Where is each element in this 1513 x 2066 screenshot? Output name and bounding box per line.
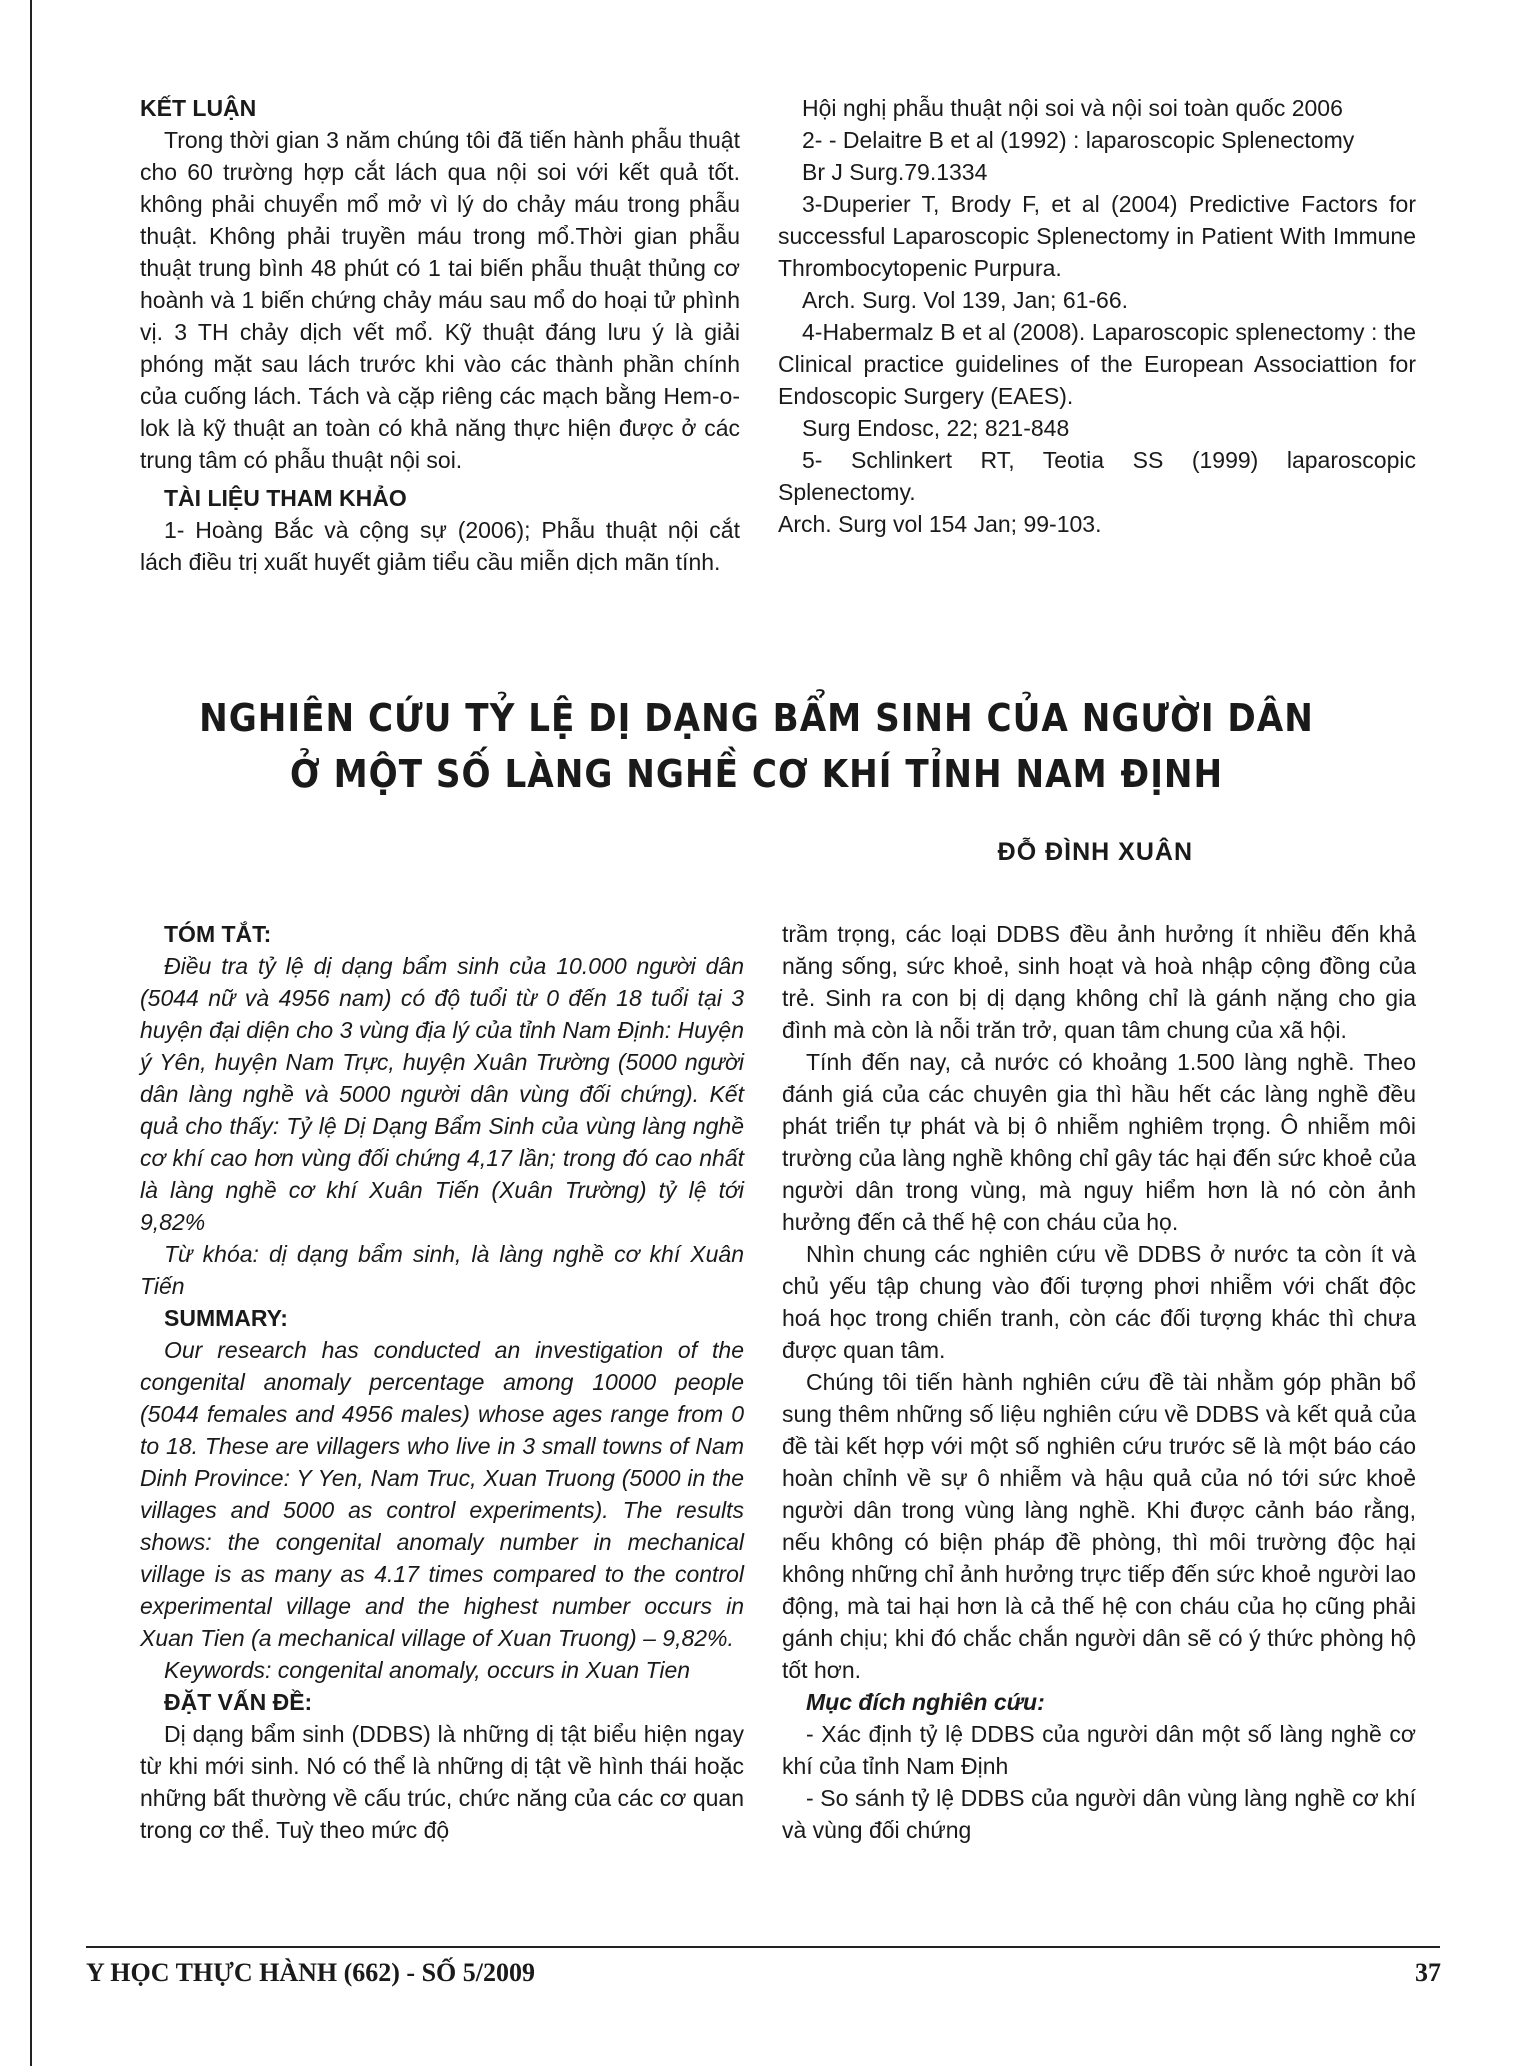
summary-en-heading: SUMMARY: <box>164 1305 288 1331</box>
summary-en: Our research has conducted an investigation of the congenital anomaly percentage among 10000 people (5044 females and 4956 males) whose ages range from 0 to 18. These are villagers who live in 3 small towns of Nam Dinh Province: Y Yen, Nam Truc, Xuan Truong (5000 in the villages and 5000 as control experiments). The results shows: the congenital anomaly number in mechanical village is as many as 4.17 times compared to the control experimental village and the highest number occurs in Xuan Tien (a mechanical village of Xuan Truong) – 9,82%. <box>140 1337 744 1651</box>
top-left-column <box>140 92 740 578</box>
conclusion-heading: KẾT LUẬN <box>140 95 257 121</box>
article-right-column <box>782 918 1416 1846</box>
footer-page-number: 37 <box>1415 1958 1441 1987</box>
left-margin-rule <box>30 0 32 2066</box>
footer-rule <box>86 1946 1440 1948</box>
intro-paragraph-3: Nhìn chung các nghiên cứu về DDBS ở nước ta còn ít và chủ yếu tập chung vào đối tượng phơi nhiễm với chất độc hoá học trong chiến tranh, còn các đối tượng khác thì chưa được quan tâm. <box>782 1241 1416 1363</box>
summary-vi-heading: TÓM TẮT: <box>164 921 272 947</box>
article-title <box>150 690 1363 802</box>
article-title-line-2: Ở MỘT SỐ LÀNG NGHỀ CƠ KHÍ TỈNH NAM ĐỊNH <box>289 752 1224 796</box>
article-left-column <box>140 918 744 1846</box>
conclusion-body: Trong thời gian 3 năm chúng tôi đã tiến hành phẫu thuật cho 60 trường hợp cắt lách qua nội soi với kết quả tốt. không phải chuyển mổ mở vì lý do chảy máu trong phẫu thuật. Không phải truyền máu trong mổ.Thời gian phẫu thuật trung bình 48 phút có 1 tai biến phẫu thuật thủng cơ hoành và 1 biến chứng chảy máu sau mổ do hoại tử phình vị. 3 TH chảy dịch vết mổ. Kỹ thuật đáng lưu ý là giải phóng mặt sau lách trước khi vào các thành phần chính của cuống lách. Tách và cặp riêng các mạch bằng Hem-o-lok là kỹ thuật an toàn có khả năng thực hiện được ở các trung tâm có phẫu thuật nội soi. <box>140 127 740 473</box>
reference-2: 2- - Delaitre B et al (1992) : laparoscopic Splenectomy <box>802 127 1355 153</box>
keywords-vi: Từ khóa: dị dạng bẩm sinh, là làng nghề cơ khí Xuân Tiến <box>140 1241 744 1299</box>
reference-4-source: Surg Endosc, 22; 821-848 <box>802 415 1070 441</box>
reference-5: 5- Schlinkert RT, Teotia SS (1999) laparoscopic Splenectomy. <box>778 447 1416 505</box>
intro-paragraph-1-continued: trầm trọng, các loại DDBS đều ảnh hưởng ít nhiều đến khả năng sống, sức khoẻ, sinh hoạt và hoà nhập cộng đồng của trẻ. Sinh ra con bị dị dạng không chỉ là gánh nặng cho gia đình mà còn là nỗi trăn trở, quan tâm chung của xã hội. <box>782 921 1416 1043</box>
footer-journal: Y HỌC THỰC HÀNH (662) - SỐ 5/2009 <box>86 1958 535 1987</box>
reference-5-source: Arch. Surg vol 154 Jan; 99-103. <box>778 511 1102 537</box>
reference-4: 4-Habermalz B et al (2008). Laparoscopic splenectomy : the Clinical practice guidelines of the European Associattion for Endoscopic Surgery (EAES). <box>778 319 1416 409</box>
reference-3: 3-Duperier T, Brody F, et al (2004) Predictive Factors for successful Laparoscopic Splenectomy in Patient With Immune Thrombocytopenic Purpura. <box>778 191 1416 281</box>
reference-2-source: Br J Surg.79.1334 <box>802 159 988 185</box>
intro-paragraph-4: Chúng tôi tiến hành nghiên cứu đề tài nhằm góp phần bổ sung thêm những số liệu nghiên cứu về DDBS và kết quả của đề tài kết hợp với một số nghiên cứu trước sẽ là một báo cáo hoàn chỉnh về sự ô nhiễm và hậu quả của nó tới sức khoẻ người dân trong vùng làng nghề. Khi được cảnh báo rằng, nếu không có biện pháp đề phòng, thì môi trường độc hại không những chỉ ảnh hưởng trực tiếp đến sức khoẻ người lao động, mà tai hại hơn là cả thế hệ con cháu của họ cũng phải gánh chịu; khi đó chắc chắn người dân sẽ có ý thức phòng hộ tốt hơn. <box>782 1369 1416 1683</box>
article-author: ĐỖ ĐÌNH XUÂN <box>997 838 1193 866</box>
top-right-column <box>778 92 1416 540</box>
reference-3-source: Arch. Surg. Vol 139, Jan; 61-66. <box>802 287 1129 313</box>
intro-paragraph-1: Dị dạng bẩm sinh (DDBS) là những dị tật biểu hiện ngay từ khi mới sinh. Nó có thể là những dị tật về hình thái hoặc những bất thường về cấu trúc, chức năng của các cơ quan trong cơ thể. Tuỳ theo mức độ <box>140 1721 744 1843</box>
references-heading: TÀI LIỆU THAM KHẢO <box>164 485 407 511</box>
objective-1: - Xác định tỷ lệ DDBS của người dân một số làng nghề cơ khí của tỉnh Nam Định <box>782 1721 1416 1779</box>
reference-1: 1- Hoàng Bắc và cộng sự (2006); Phẫu thuật nội cắt lách điều trị xuất huyết giảm tiểu cầu miễn dịch mãn tính. <box>140 517 740 575</box>
keywords-en: Keywords: congenital anomaly, occurs in Xuan Tien <box>164 1657 691 1683</box>
summary-vi: Điều tra tỷ lệ dị dạng bẩm sinh của 10.000 người dân (5044 nữ và 4956 nam) có độ tuổi từ 0 đến 18 tuổi tại 3 huyện đại diện cho 3 vùng địa lý của tỉnh Nam Định: Huyện ý Yên, huyện Nam Trực, huyện Xuân Trường (5000 người dân làng nghề và 5000 người dân vùng đối chứng). Kết quả cho thấy: Tỷ lệ Dị Dạng Bẩm Sinh của vùng làng nghề cơ khí cao hơn vùng đối chứng 4,17 lần; trong đó cao nhất là làng nghề cơ khí Xuân Tiến (Xuân Trường) tỷ lệ tới 9,82% <box>140 953 744 1235</box>
objectives-heading: Mục đích nghiên cứu: <box>806 1689 1045 1715</box>
article-title-line-1: NGHIÊN CỨU TỶ LỆ DỊ DẠNG BẨM SINH CỦA NGƯỜI DÂN <box>199 696 1314 740</box>
objective-2: - So sánh tỷ lệ DDBS của người dân vùng làng nghề cơ khí và vùng đối chứng <box>782 1785 1416 1843</box>
intro-paragraph-2: Tính đến nay, cả nước có khoảng 1.500 làng nghề. Theo đánh giá của các chuyên gia thì hầu hết các làng nghề đều phát triển tự phát và bị ô nhiễm nghiêm trọng. Ô nhiễm môi trường của làng nghề không chỉ gây tác hại đến sức khoẻ của người dân trong vùng, mà nguy hiểm hơn là nó còn ảnh hưởng đến cả thế hệ con cháu của họ. <box>782 1049 1416 1235</box>
reference-1-continued: Hội nghị phẫu thuật nội soi và nội soi toàn quốc 2006 <box>802 95 1343 121</box>
intro-heading: ĐẶT VẤN ĐỀ: <box>164 1689 313 1715</box>
